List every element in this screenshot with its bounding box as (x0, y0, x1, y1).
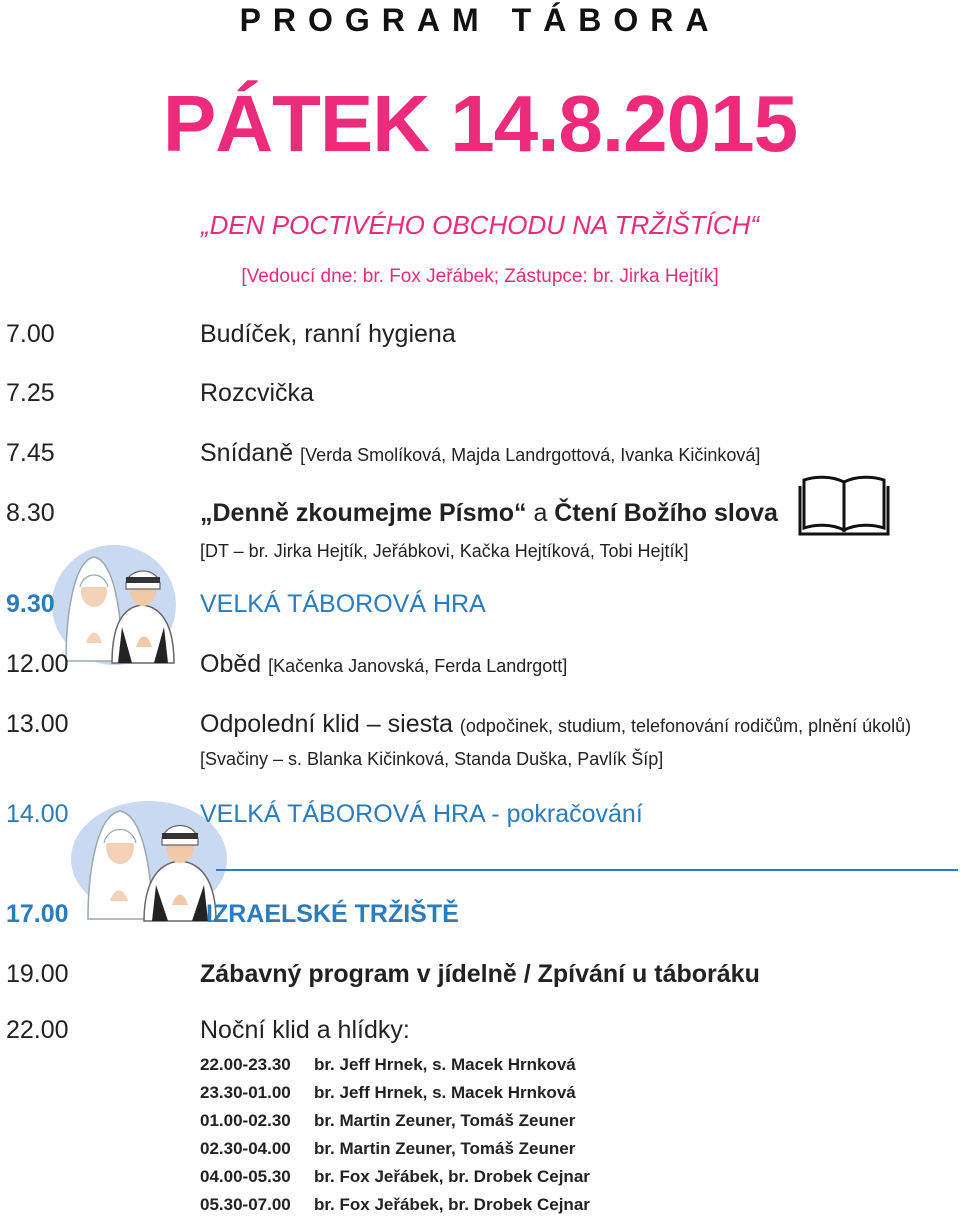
divider-line (216, 869, 958, 871)
open-book-icon (798, 472, 890, 536)
time-game: 9.30 (6, 590, 55, 618)
time-wake: 7.00 (6, 320, 55, 348)
rest-note: [Svačiny – s. Blanka Kičinková, Standa Duška, Pavlík Šíp] (200, 749, 664, 769)
rest-activity-b: – (366, 710, 381, 738)
activity-bible (200, 499, 778, 528)
watch-names: br. Martin Zeuner, Tomáš Zeuner (314, 1111, 576, 1130)
activity-wake: Budíček, ranní hygiena (200, 320, 456, 348)
day-theme: „DEN POCTIVÉHO OBCHODU NA TRŽIŠTÍCH“ (200, 210, 760, 240)
activity-market: IZRAELSKÉ TRŽIŠTĚ (206, 900, 459, 928)
watch-time: 02.30-04.00 (200, 1139, 291, 1158)
bible-activity-b: a (533, 499, 548, 527)
watch-time: 05.30-07.00 (200, 1195, 291, 1214)
day-leaders: [Vedoucí dne: br. Fox Jeřábek; Zástupce: br. Jirka Hejtík] (241, 266, 719, 287)
bible-activity-a: „Denně zkoumejme Písmo“ (200, 499, 527, 527)
breakfast-label: Snídaně (200, 439, 294, 467)
watch-names: br. Fox Jeřábek, br. Drobek Cejnar (314, 1195, 590, 1214)
bible-note: [DT – br. Jirka Hejtík, Jeřábkovi, Kačka Hejtíková, Tobi Hejtík] (200, 541, 689, 561)
watch-names: br. Martin Zeuner, Tomáš Zeuner (314, 1139, 576, 1158)
time-rest: 13.00 (6, 710, 69, 738)
rest-detail: (odpočinek, studium, telefonování rodičům, plnění úkolů) (459, 716, 912, 736)
watch-time: 23.30-01.00 (200, 1083, 291, 1102)
time-exercise: 7.25 (6, 379, 55, 407)
watch-time: 22.00-23.30 (200, 1055, 291, 1074)
activity-breakfast (200, 439, 760, 468)
activity-evening: Zábavný program v jídelně / Zpívání u táboráku (200, 960, 760, 988)
lunch-label: Oběd (200, 650, 262, 678)
activity-night: Noční klid a hlídky: (200, 1016, 410, 1044)
time-evening: 19.00 (6, 960, 69, 988)
watch-names: br. Jeff Hrnek, s. Macek Hrnková (314, 1055, 576, 1074)
time-market: 17.00 (6, 900, 69, 928)
time-night: 22.00 (6, 1016, 69, 1044)
activity-lunch (200, 650, 567, 679)
breakfast-duty: [Verda Smolíková, Majda Landrgottová, Ivanka Kičinková] (300, 445, 761, 465)
activity-exercise: Rozcvička (200, 379, 314, 407)
watch-names: br. Fox Jeřábek, br. Drobek Cejnar (314, 1167, 590, 1186)
praying-children-illustration (52, 543, 178, 667)
watch-time: 04.00-05.30 (200, 1167, 291, 1186)
activity-rest (200, 710, 911, 739)
bible-activity-c: Čtení Božího slova (554, 499, 778, 527)
time-game-cont: 14.00 (6, 800, 69, 828)
activity-game-cont: VELKÁ TÁBOROVÁ HRA - pokračování (200, 800, 643, 828)
page-title: PROGRAM TÁBORA (239, 2, 721, 38)
lunch-duty: [Kačenka Janovská, Ferda Landrgott] (268, 656, 568, 676)
time-bible: 8.30 (6, 499, 55, 527)
day-title: PÁTEK 14.8.2015 (162, 79, 798, 168)
watch-names: br. Jeff Hrnek, s. Macek Hrnková (314, 1083, 576, 1102)
watch-time: 01.00-02.30 (200, 1111, 291, 1130)
rest-activity-c: siesta (387, 710, 453, 738)
time-lunch: 12.00 (6, 650, 69, 678)
rest-activity-a: Odpolední klid (200, 710, 360, 738)
activity-game: VELKÁ TÁBOROVÁ HRA (200, 590, 486, 618)
time-breakfast: 7.45 (6, 439, 55, 467)
